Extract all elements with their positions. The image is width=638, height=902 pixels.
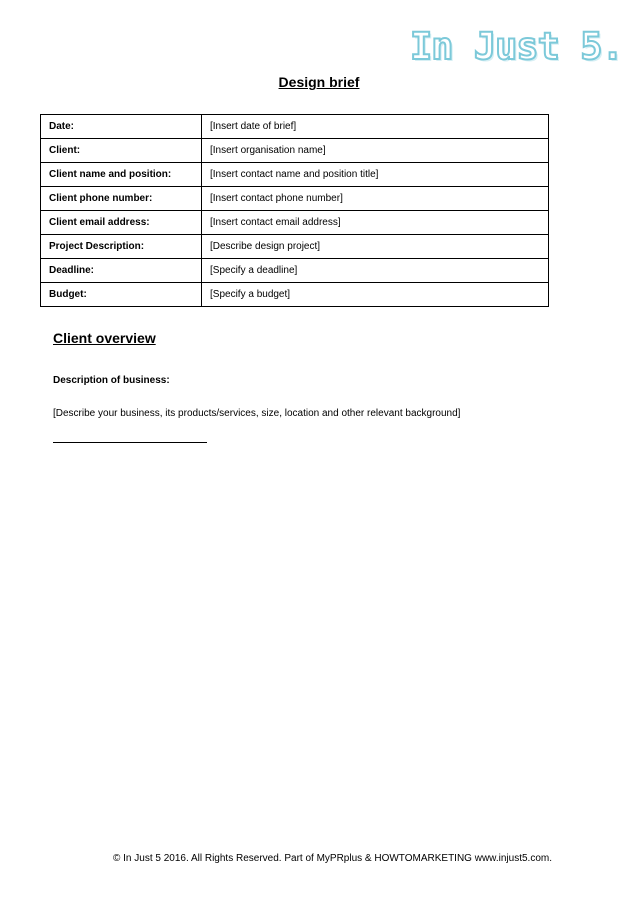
- brand-logo: [410, 25, 623, 68]
- row-value-project: [Describe design project]: [202, 235, 549, 259]
- page-title: Design brief: [278, 74, 360, 90]
- row-value-email: [Insert contact email address]: [202, 211, 549, 235]
- row-label-client-name: Client name and position:: [41, 163, 202, 187]
- brand-logo-text: In Just 5.: [410, 25, 623, 68]
- footer-copyright: © In Just 5 2016. All Rights Reserved. Part of MyPRplus & HOWTOMARKETING www.injust5.com.: [113, 853, 552, 864]
- row-label-deadline: Deadline:: [41, 259, 202, 283]
- row-value-budget: [Specify a budget]: [202, 283, 549, 307]
- row-label-project: Project Description:: [41, 235, 202, 259]
- row-value-deadline: [Specify a deadline]: [202, 259, 549, 283]
- table-row: [41, 259, 549, 283]
- row-label-budget: Budget:: [41, 283, 202, 307]
- business-description-value: [Describe your business, its products/services, size, location and other relevant background]: [53, 408, 461, 419]
- table-row: [41, 115, 549, 139]
- row-value-client-name: [Insert contact name and position title]: [202, 163, 549, 187]
- divider-rule: [53, 442, 207, 443]
- table-row: [41, 163, 549, 187]
- table-row: [41, 235, 549, 259]
- row-value-phone: [Insert contact phone number]: [202, 187, 549, 211]
- client-overview-heading: Client overview: [53, 330, 156, 346]
- row-label-date: Date:: [41, 115, 202, 139]
- table-row: [41, 187, 549, 211]
- row-value-client: [Insert organisation name]: [202, 139, 549, 163]
- table-row: [41, 139, 549, 163]
- business-description-label: Description of business:: [53, 375, 170, 386]
- row-label-phone: Client phone number:: [41, 187, 202, 211]
- table-row: [41, 211, 549, 235]
- brief-table: [40, 114, 549, 307]
- row-value-date: [Insert date of brief]: [202, 115, 549, 139]
- row-label-email: Client email address:: [41, 211, 202, 235]
- row-label-client: Client:: [41, 139, 202, 163]
- table-row: [41, 283, 549, 307]
